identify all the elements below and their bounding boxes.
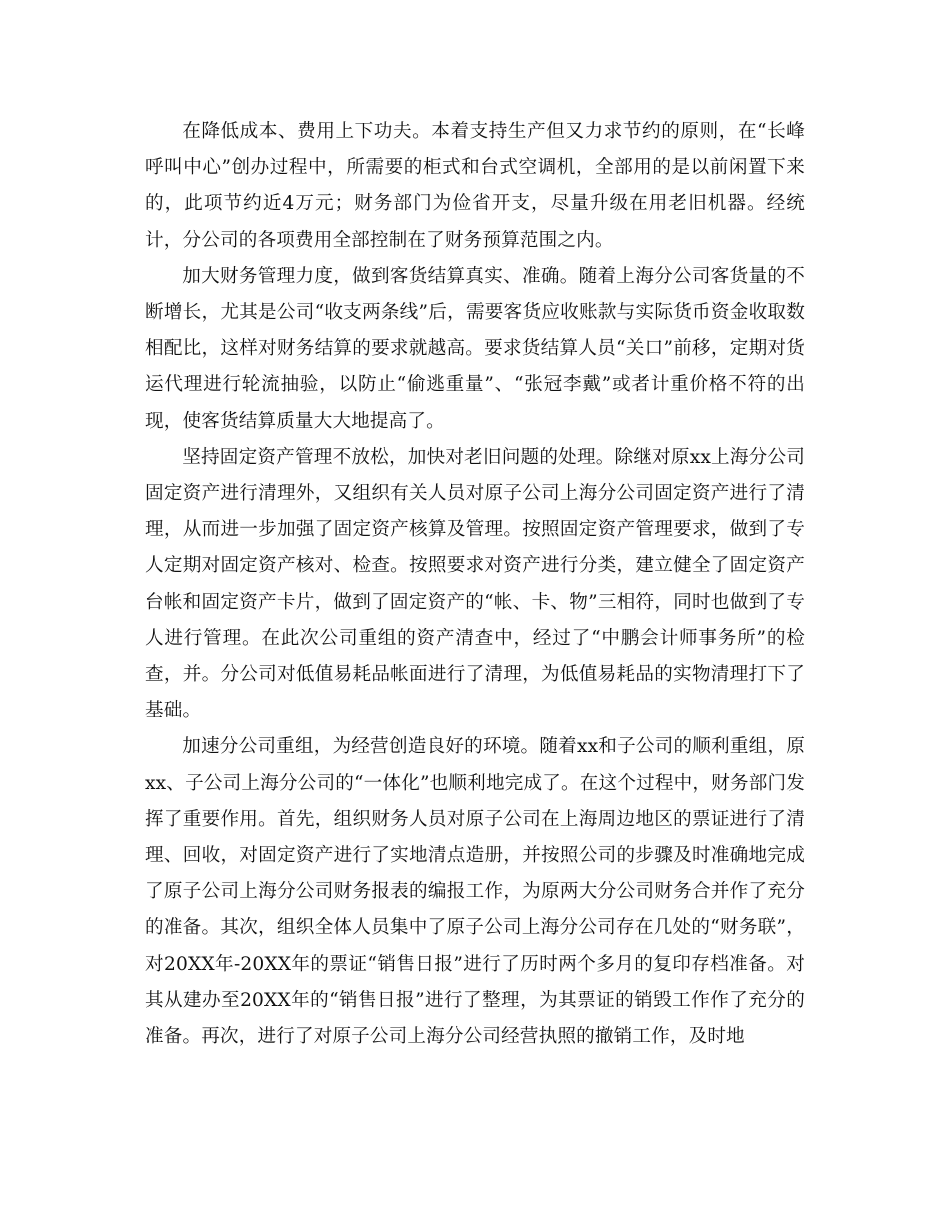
paragraph-cost-reduction: 在降低成本、费用上下功夫。本着支持生产但又力求节约的原则，在“长峰呼叫中心”创办过程中，所需要的柜式和台式空调机，全部用的是以前闲置下来的，此项节约近4万元；财务部门为俭省开支，尽量升级在用老旧机器。经统计，分公司的各项费用全部控制在了财务预算范围之内。 — [145, 121, 805, 251]
paragraph-settlement-management: 加大财务管理力度，做到客货结算真实、准确。随着上海分公司客货量的不断增长，尤其是公司“收支两条线”后，需要客货应收账款与实际货币资金收取数相配比，这样对财务结算的要求就越高。要求货结算人员“关口”前移，定期对货运代理进行轮流抽验，以防止“偷逃重量”、“张冠李戴”或者计重价格不符的出现，使客货结算质量大大地提高了。 — [145, 265, 805, 432]
document-body — [145, 114, 805, 1055]
paragraph-fixed-assets: 坚持固定资产管理不放松，加快对老旧问题的处理。除继对原xx上海分公司固定资产进行清理外，又组织有关人员对原子公司上海分公司固定资产进行了清理，从而进一步加强了固定资产核算及管理。按照固定资产管理要求，做到了专人定期对固定资产核对、检查。按照要求对资产进行分类，建立健全了固定资产台帐和固定资产卡片，做到了固定资产的“帐、卡、物”三相符，同时也做到了专人进行管理。在此次公司重组的资产清查中，经过了“中鹏会计师事务所”的检查，并。分公司对低值易耗品帐面进行了清理，为低值易耗品的实物清理打下了基础。 — [145, 446, 805, 722]
paragraph-company-restructuring: 加速分公司重组，为经营创造良好的环境。随着xx和子公司的顺利重组，原xx、子公司上海分公司的“一体化”也顺利地完成了。在这个过程中，财务部门发挥了重要作用。首先，组织财务人员对原子公司在上海周边地区的票证进行了清理、回收，对固定资产进行了实地清点造册，并按照公司的步骤及时准确地完成了原子公司上海分公司财务报表的编报工作，为原两大分公司财务合并作了充分的准备。其次，组织全体人员集中了原子公司上海分公司存在几处的“财务联”，对20XX年-20XX年的票证“销售日报”进行了历时两个多月的复印存档准备。对其从建办至20XX年的“销售日报”进行了整理，为其票证的销毁工作作了充分的准备。再次，进行了对原子公司上海分公司经营执照的撤销工作，及时地 — [145, 736, 805, 1048]
